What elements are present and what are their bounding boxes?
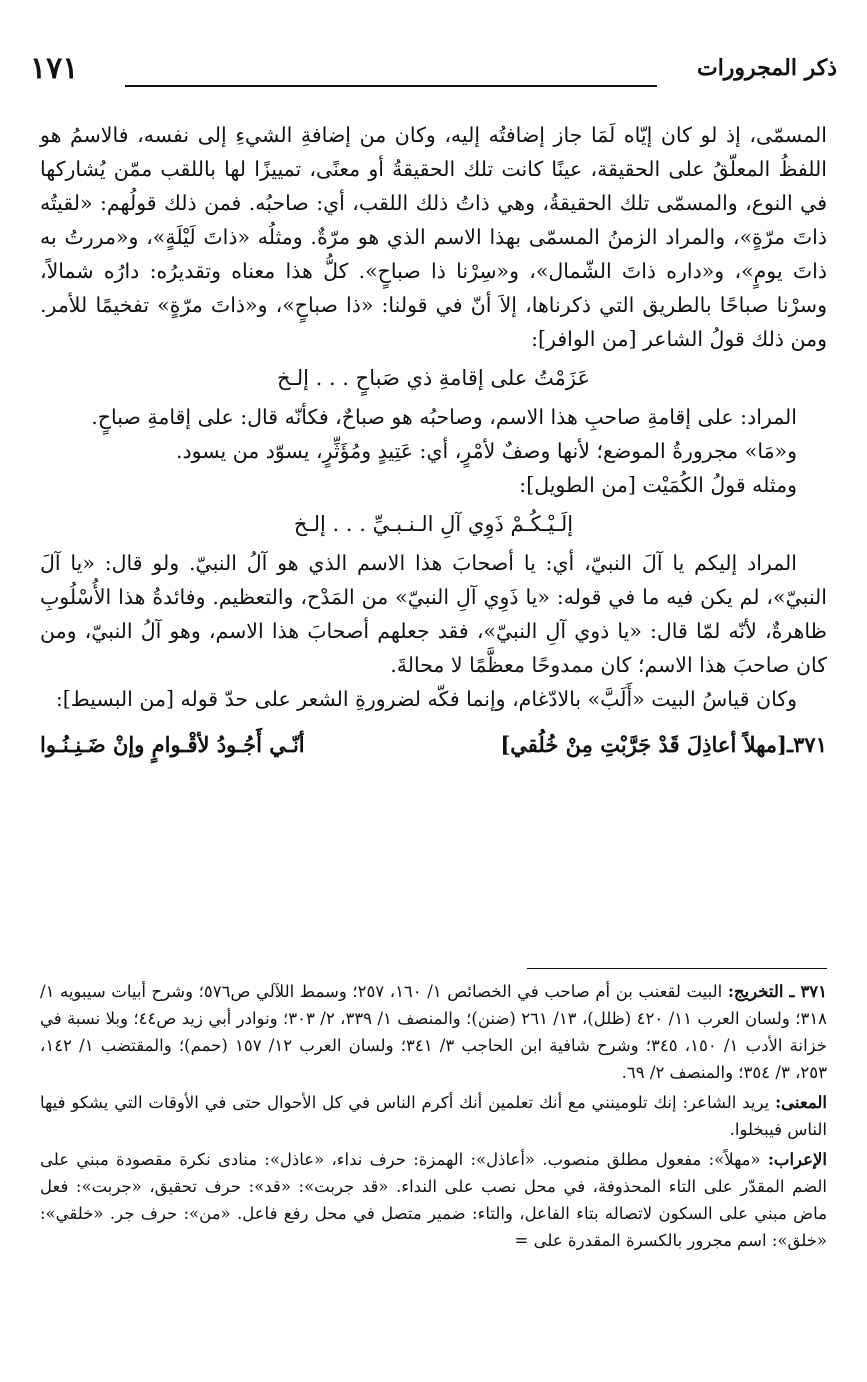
page-header xyxy=(30,51,837,95)
paragraph: المراد إليكم يا آلَ النبيّ، أي: يا أصحابَ هذا الاسم الذي هو آلُ النبيّ. ولو قال: «يا آلَ النبيّ»، لم يكن فيه ما في قوله: «يا ذَوِي آلِ النبيّ» من المَدْح، والتعظيم. وفائدةُ هذا الأُسْلُوبِ ظاهرةٌ، لأنّه لمّا قال: «يا ذوي آلِ النبيّ»، فقد جعلهم أصحابَ هذا الاسم، وهو آلُ النبيّ، ومن كان صاحبَ هذا الاسم؛ كان ممدوحًا معظَّمًا لا محالةَ. xyxy=(40,551,827,677)
footnote-text: «مهلاً»: مفعول مطلق منصوب. «أعاذل»: الهمزة: حرف نداء، «عاذل»: منادى نكرة مقصودة مبني على الضم المقدّر على التاء المحذوفة، في محل نصب على النداء. «قد جربت»: «قد»: حرف تحقيق، «جربت»: فعل ماض مبني على السكون لاتصاله بتاء الفاعل، والتاء: ضمير متصل في محل رفع فاعل. «من»: حرف جر. «خلقي»: «خلق»: اسم مجرور بالكسرة المقدرة على = xyxy=(40,1150,827,1250)
verse-first-text: [مهلاً أعاذِلَ قَدْ جَرَّبْتِ مِنْ خُلُقي] xyxy=(500,732,787,757)
footnote-label: ٣٧١ ـ التخريج: xyxy=(727,982,828,1001)
main-text xyxy=(40,118,827,762)
footnote-label: الإعراب: xyxy=(767,1150,827,1169)
footnote-text: يريد الشاعر: إنك تلومينني مع أنك تعلمين أنك أكرم الناس في كل الأحوال حتى في الأوقات التي يشكو فيها الناس فيبخلوا. xyxy=(40,1093,827,1139)
running-title: ذكر المجرورات xyxy=(696,55,837,81)
footnote-maana xyxy=(40,1089,827,1143)
footnote-irab xyxy=(40,1146,827,1254)
footnote-label: المعنى: xyxy=(775,1093,827,1112)
footnotes xyxy=(40,978,827,1257)
header-rule xyxy=(125,85,657,87)
footnote-takhrij xyxy=(40,978,827,1086)
footnote-text: البيت لقعنب بن أم صاحب في الخصائص ١/ ١٦٠، ٢٥٧؛ وسمط اللآلي ص٥٧٦؛ وشرح أبيات سيبويه ١/ ٣١٨؛ ولسان العرب ١١/ ٤٢٠ (ظلل)، ١٣/ ٢٦١ (ضنن)؛ والمنصف ١/ ٣٣٩، ٢/ ٣٠٣؛ ونوادر أبي زيد ص٤٤؛ وبلا نسبة في خزانة الأدب ١/ ١٥٠، ٣٤٥؛ وشرح شافية ابن الحاجب ٣/ ٣٤١؛ ولسان العرب ١٢/ ١٥٧ (حمم)؛ والمقتضب ١/ ١٤٢، ٢٥٣، ٣/ ٣٥٤؛ والمنصف ٢/ ٦٩. xyxy=(40,982,828,1082)
paragraph: ومثله قولُ الكُمَيْت [من الطويل]: xyxy=(519,473,797,497)
paragraph: وكان قياسُ البيت «أَلَبَّ» بالادّغام، وإنما فكّه لضرورةِ الشعر على حدّ قوله [من البسيط]: xyxy=(55,687,797,711)
footnote-rule xyxy=(527,968,827,969)
verse-first-hemistich xyxy=(500,728,827,762)
verse-line: إلَـيْـكُـمْ ذَوِي آلِ الـنـبـيِّ . . . إلـخ xyxy=(293,512,574,536)
numbered-verse xyxy=(40,728,827,762)
verse-number: ٣٧١ـ xyxy=(787,732,827,757)
verse-second-hemistich: أنّـي أَجُـودُ لأقْـوامٍ وإنْ ضَـنِـنُـوا xyxy=(40,732,305,757)
paragraph: المراد: على إقامةِ صاحبِ هذا الاسم، وصاحبُه هو صباحٌ، فكأنّه قال: على إقامةِ صباحٍ. xyxy=(91,405,797,429)
paragraph: المسمّى، إذ لو كان إيّاه لَمَا جاز إضافتُه إليه، وكان من إضافةِ الشيءِ إلى نفسه، فالاسمُ هو اللفظُ المعلّقُ على الحقيقة، عينًا كانت تلك الحقيقةُ أو معنًى، تمييزًا لها باللقب ممّن يُشاركها في النوع، والمسمّى تلك الحقيقةُ، وهي ذاتُ ذلك اللقب، أي: صاحبُه. فمن ذلك قولُهم: «لقيتُه ذاتَ مرّةٍ»، والمراد الزمنُ المسمّى بهذا الاسم الذي هو مرّةٌ. ومثلُه «ذاتَ لَيْلَةٍ»، و«مررتُ به ذاتَ يومٍ»، و«داره ذاتَ الشّمال»، و«سِرْنا ذا صباحٍ». كلُّ هذا معناه وتقديرُه: دارُه شمالاً، وسرْنا صباحًا بالطريق التي ذكرناها، إلاَ أنّ في قولنا: «ذا صباحٍ»، و«ذاتَ مرّةٍ» تفخيمًا للأمر. ومن ذلك قولُ الشاعر [من الوافر]: xyxy=(40,123,827,351)
page-number: ١٧١ xyxy=(30,51,79,86)
verse-line: عَزَمْتُ على إقامةِ ذي صَباحٍ . . . إلـخ xyxy=(276,366,591,390)
paragraph: و«مَا» مجرورةُ الموضع؛ لأنها وصفٌ لأمْرٍ، أي: عَتِيدٍ ومُؤَثِّرٍ، يسوّد من يسود. xyxy=(175,439,797,463)
